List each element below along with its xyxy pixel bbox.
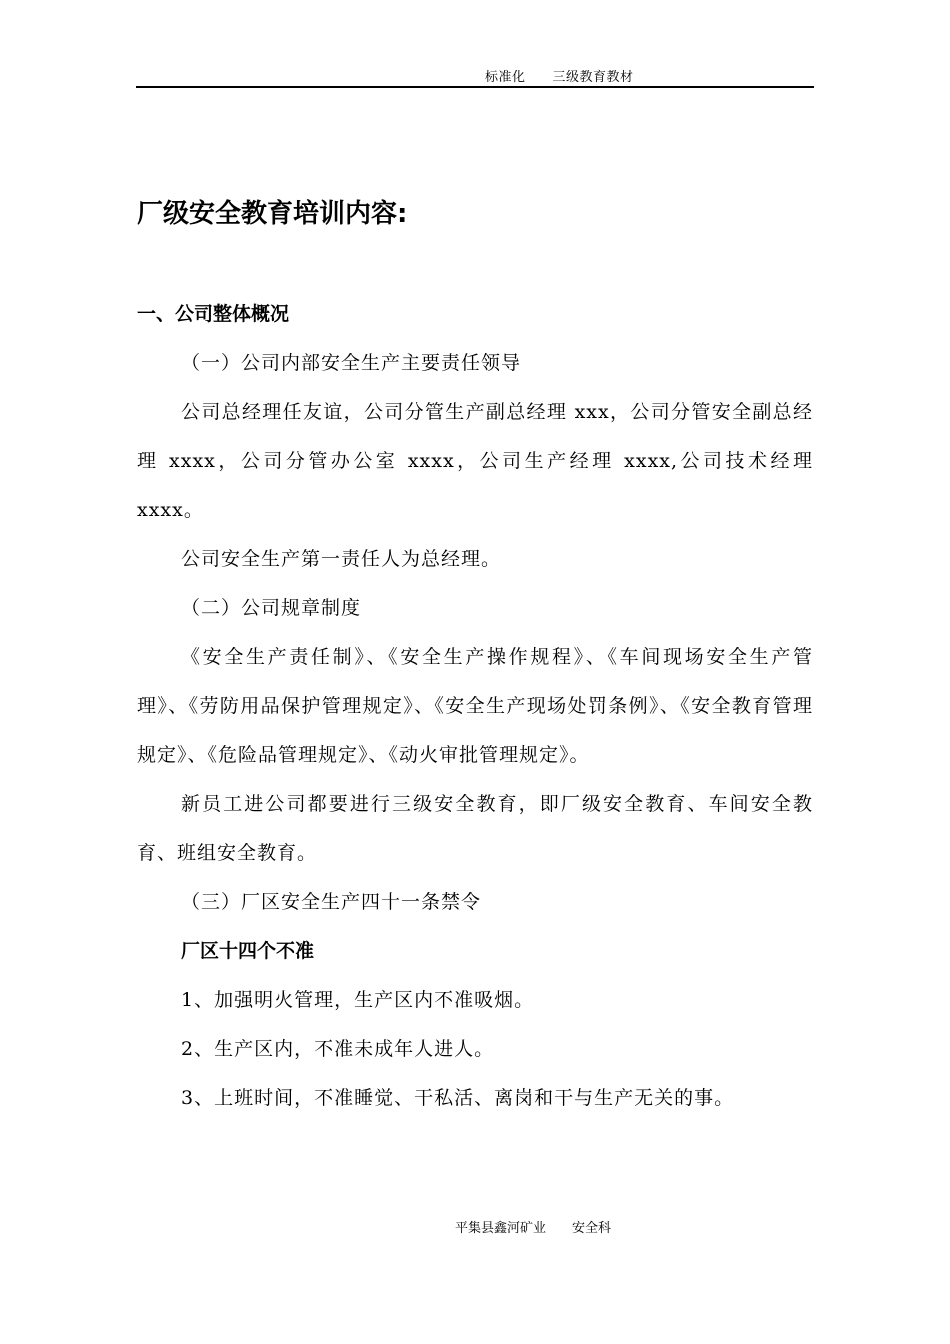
- list-item: 2、生产区内，不准未成年人进人。: [181, 1038, 495, 1060]
- paragraph-first-responsible: 公司安全生产第一责任人为总经理。: [181, 548, 502, 570]
- header-rule: [136, 86, 814, 88]
- paragraph-three-level-education: 新员工进公司都要进行三级安全教育，即厂级安全教育、车间安全教育、班组安全教育。: [137, 793, 813, 864]
- page-header-text: 标准化 三级教育教材: [485, 70, 634, 85]
- paragraph-leaders: 公司总经理任友谊，公司分管生产副总经理 xxx，公司分管安全副总经理 xxxx，公司分管办公室 xxxx，公司生产经理 xxxx,公司技术经理 xxxx。: [137, 401, 813, 521]
- document-title: 厂级安全教育培训内容:: [137, 199, 408, 229]
- list-item: 3、上班时间，不准睡觉、干私活、离岗和干与生产无关的事。: [181, 1087, 735, 1109]
- section-heading-1: 一、公司整体概况: [137, 303, 290, 325]
- bold-heading-fourteen-rules: 厂区十四个不准: [181, 940, 315, 962]
- document-body: [137, 290, 813, 1123]
- subsection-heading-3: （三）厂区安全生产四十一条禁令: [181, 891, 482, 913]
- list-item: 1、加强明火管理，生产区内不准吸烟。: [181, 989, 535, 1011]
- subsection-heading-1: （一）公司内部安全生产主要责任领导: [181, 352, 522, 374]
- paragraph-regulations: 《安全生产责任制》、《安全生产操作规程》、《车间现场安全生产管理》、《劳防用品保护管理规定》、《安全生产现场处罚条例》、《安全教育管理规定》、《危险品管理规定》、《动火审批管理规定》。: [137, 646, 813, 766]
- subsection-heading-2: （二）公司规章制度: [181, 597, 362, 619]
- page-footer-text: 平集县鑫河矿业 安全科: [455, 1221, 612, 1236]
